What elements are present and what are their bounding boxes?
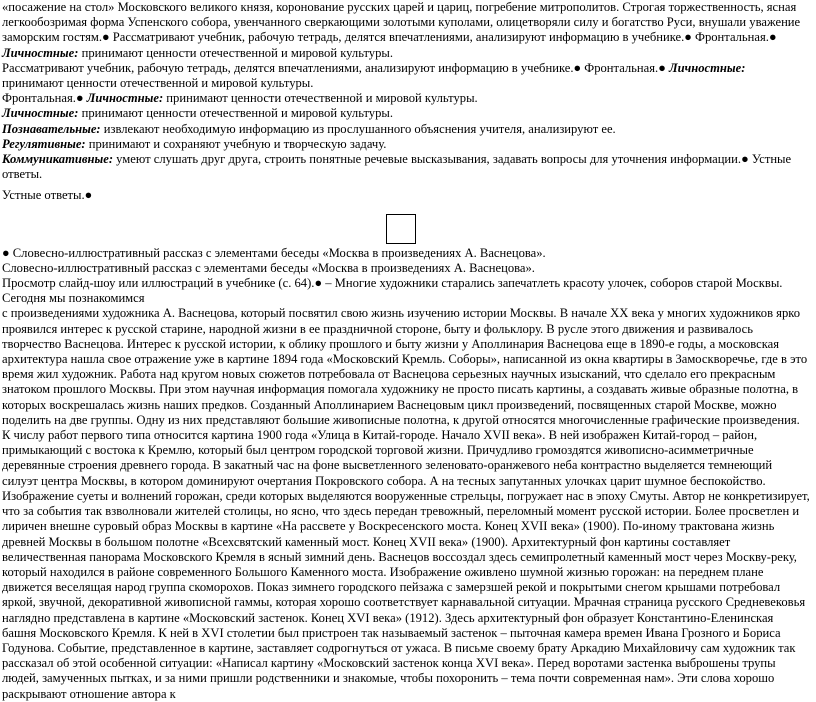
text-cognitive: извлекают необходимую информацию из прослушанного объяснения учителя, анализируют ее. [100, 121, 616, 136]
text-story: Словесно-иллюстративный рассказ с элементами беседы «Москва в произведениях А. Васнецова». [9, 245, 546, 260]
label-cognitive: Познавательные: [2, 121, 101, 136]
bullet-icon: ● [314, 276, 323, 291]
text-intro: – Многие художники старались запечатлеть красоту улочек, соборов старой Москвы. Сегодня мы познакомимся [2, 276, 783, 306]
paragraph-story-bullet [2, 246, 810, 261]
bullet-icon: ● [658, 60, 666, 75]
bullet-icon: ● [741, 152, 749, 167]
text-regulatory: принимают и сохраняют учебную и творческую задачу. [85, 136, 387, 151]
text-communicative: умеют слушать друг друга, строить понятные речевые высказывания, задавать вопросы для уточнения информации. [113, 152, 742, 167]
text-vasnetsov: с произведениями художника А. Васнецова, который посвятил свою жизнь изучению истории Москвы. В начале XX века у многих художников ярко проявился интерес к русской старине, народной жизни в ее праздничной стороне, быту и фольклору. В русле этого движения и развивалось творчество Васнецова. Интерес к русской истории, к облику прошлого и быту жизни у Аполлинария Васнецова еще в 1890-е годы, а московская архитектура нашла свое отражение уже в картине 1894 года «Московский Кремль. Соборы», написанной из окна квартиры в Замоскворечье, где в это время жил художник. Работа над кругом новых сюжетов потребовала от Васнецова серьезных научных изысканий, что сделало его прекрасным знатоком прошлого Москвы. При этом научная информация помогала художнику не просто писать картины, а создавать живые образные полотна, в которых воскрешалась жизнь наших предков. Созданный Аполлинарием Васнецовым цикл произведений, посвященных старой Москве, можно поделить на две группы. Одну из них представляют большие живописные полотна, к другой относятся многочисленные графические произведения. К числу работ первого типа относится картина 1900 года «Улица в Китай-городе. Начало XVII века». В ней изображен Китай-город – район, примыкающий с востока к Кремлю, который был центром городской торговой жизни. Причудливо громоздятся живописно-асимметричные деревянные строения древнего города. В закатный час на фоне высветленного зеленовато-оранжевого неба контрастно выделяется темнеющий силуэт центра Москвы, в котором доминируют очертания Покровского собора. А на тесных запутанных улочках царит шумное беспокойство. Изображение суеты и волнений горожан, среди которых выделяются вооруженные стрельцы, погружает нас в эпоху Смуты. Автор не конкретизирует, что за события так взволновали жителей столицы, но ясно, что здесь передан тревожный, переломный момент русской истории. Более просветлен и лиричен внешне суровый образ Москвы в картине «На рассвете у Воскресенского моста. Конец XVII века» (1900). По-иному трактована жизнь древней Москвы в большом полотне «Всехсвятский каменный мост. Конец XVII века» (1900). Архитектурный фон картины составляет величественная панорама Московского Кремля в ясный зимний день. Васнецов воссоздал здесь семипролетный каменный мост через Москву-реку, который находился в районе современного Большого Каменного моста. Изображение оживлено шумной жизнью горожан: на переднем плане движется веселящая народ группа скоморохов. Показ зимнего городского пейзажа с замерзшей рекой и покрытыми снегом крышами потребовал яркой, звучной, декоративной живописной гаммы, которая хорошо соответствует карнавальной ситуации. Мрачная страница русского Средневековья наглядно представлена в картине «Московский застенок. Конец XVI века» (1912). Здесь архитектурный фон образует Константино-Еленинская башня Московского Кремля. К ней в XVI столетии был пристроен так называемый застенок – пыточная камера времен Ивана Грозного и Бориса Годунова. Событие, представленное в картине, заставляет содрогнуться от ужаса. В письме своему брату Аркадию Михайловичу сам художник так рассказал об этой особенной ситуации: «Написал картину «Московский застенок конца XVI века». Перед воротами застенка выброшены трупы людей, замученных пытках, и за ними пришли родственники и знакомые, чтобы похоронить – тема почти современная нам». Эти слова хорошо раскрывают отношение автора к [2, 306, 810, 701]
paragraph-personal [2, 106, 810, 121]
text-slideshow: Просмотр слайд-шоу или иллюстраций в учебнике (с. 64). [2, 276, 315, 291]
text-personal: принимают ценности отечественной и мировой культуры. [163, 91, 478, 106]
label-personal: Личностные: [83, 91, 164, 106]
label-personal: Личностные: [2, 106, 79, 121]
text-oral-answers: Устные ответы. [2, 188, 85, 203]
text-activity: Рассматривают учебник, рабочую тетрадь, делятся впечатлениями, анализируют информацию в учебнике. [2, 60, 574, 75]
bullet-icon: ● [2, 245, 10, 260]
bullet-icon: ● [75, 91, 84, 106]
paragraph-regulatory [2, 137, 810, 152]
paragraph-vasnetsov [2, 306, 810, 701]
paragraph-cognitive [2, 122, 810, 137]
text-frontal: Фронтальная. [691, 30, 769, 45]
label-personal: Личностные: [665, 60, 746, 75]
paragraph-frontal [2, 91, 810, 106]
bullet-icon: ● [684, 30, 692, 45]
text-personal: принимают ценности отечественной и мировой культуры. [2, 76, 314, 91]
label-regulatory: Регулятивные: [2, 136, 86, 151]
document-body [2, 0, 810, 702]
text-oral-answers: Устные ответы. [2, 152, 792, 182]
label-communicative: Коммуникативные: [2, 152, 114, 167]
paragraph-activity [2, 61, 810, 91]
paragraph-story [2, 261, 810, 276]
text-activity: Рассматривают учебник, рабочую тетрадь, делятся впечатлениями, анализируют информацию в учебнике. [109, 30, 685, 45]
bullet-icon: ● [84, 188, 93, 203]
bullet-icon: ● [102, 30, 110, 45]
text-personal: принимают ценности отечественной и мировой культуры. [78, 45, 394, 60]
text-frontal: Фронтальная. [581, 60, 659, 75]
paragraph-assumption-cathedral [2, 0, 810, 61]
text-personal: принимают ценности отечественной и мировой культуры. [78, 106, 394, 121]
text-story: Словесно-иллюстративный рассказ с элементами беседы «Москва в произведениях А. Васнецова». [2, 260, 535, 275]
paragraph-communicative [2, 152, 810, 182]
text-frontal: Фронтальная. [2, 91, 76, 106]
text-cathedral: «посажение на стол» Московского великого князя, коронование русских царей и цариц, погребение митрополитов. Строгая торжественность, ясная легкообозримая форма Успенского собора, увенчанного сверкающими золотыми куполами, олицетворяли силу и богатство Руси, внушали уважение заморским гостям. [2, 0, 801, 45]
label-personal: Личностные: [2, 45, 79, 60]
image-placeholder [386, 214, 416, 244]
paragraph-slideshow [2, 276, 810, 306]
paragraph-oral-answers [2, 188, 810, 203]
bullet-icon: ● [573, 60, 582, 75]
bullet-icon: ● [768, 30, 777, 45]
